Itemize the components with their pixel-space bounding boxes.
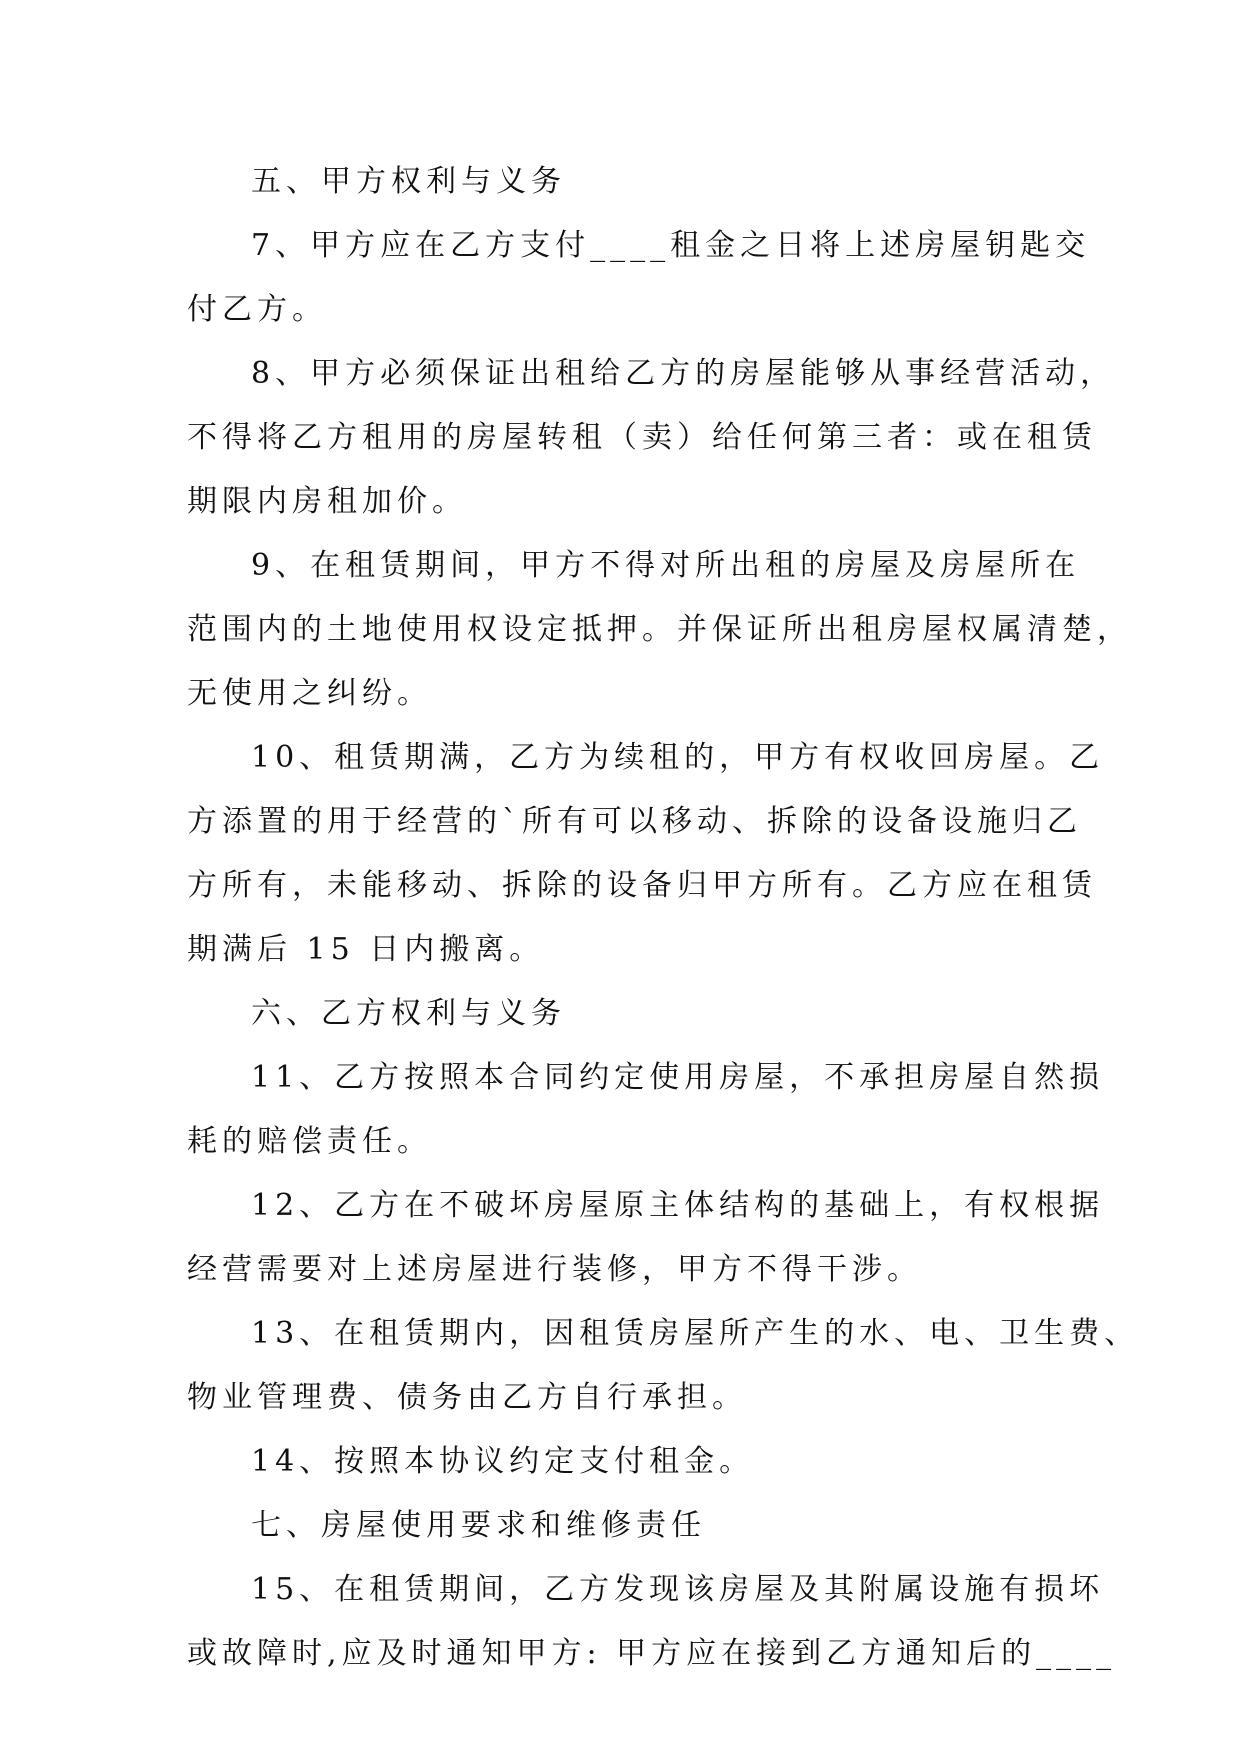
text-line: 付乙方。 <box>187 292 327 327</box>
clause-8 <box>187 342 1116 534</box>
section-heading-5 <box>187 150 1057 214</box>
clause-13 <box>187 1302 1140 1430</box>
text-line: 8、甲方必须保证出租给乙方的房屋能够从事经营活动， <box>251 356 1116 391</box>
text-line: 15、在租赁期间，乙方发现该房屋及其附属设施有损坏 <box>251 1572 1105 1607</box>
clause-11 <box>187 1046 1105 1174</box>
text-line: 六、乙方权利与义务 <box>251 996 566 1031</box>
text-line: 七、房屋使用要求和维修责任 <box>251 1508 706 1543</box>
text-line: 方添置的用于经营的`所有可以移动、拆除的设备设施归乙 <box>187 804 1082 839</box>
clause-12 <box>187 1174 1105 1302</box>
text-line: 13、在租赁期内，因租赁房屋所产生的水、电、卫生费、 <box>251 1316 1140 1351</box>
text-line: 期满后 15 日内搬离。 <box>187 932 545 967</box>
text-line: 或故障时,应及时通知甲方: 甲方应在接到乙方通知后的____ <box>187 1636 1117 1671</box>
text-line: 10、租赁期满，乙方为续租的，甲方有权收回房屋。乙 <box>251 740 1105 775</box>
text-line: 12、乙方在不破坏房屋原主体结构的基础上，有权根据 <box>251 1188 1105 1223</box>
section-heading-7 <box>187 1494 1057 1558</box>
text-line: 无使用之纠纷。 <box>187 676 432 711</box>
text-line: 五、甲方权利与义务 <box>251 164 566 199</box>
document-body <box>187 150 1140 1686</box>
text-line: 物业管理费、债务由乙方自行承担。 <box>187 1380 747 1415</box>
clause-7 <box>187 214 1091 342</box>
text-line: 经营需要对上述房屋进行装修，甲方不得干涉。 <box>187 1252 922 1287</box>
text-line: 范围内的土地使用权设定抵押。并保证所出租房屋权属清楚， <box>187 612 1132 647</box>
section-heading-6 <box>187 982 1057 1046</box>
text-line: 耗的赔偿责任。 <box>187 1124 432 1159</box>
clause-14 <box>187 1430 1057 1494</box>
text-line: 7、甲方应在乙方支付____租金之日将上述房屋钥匙交 <box>251 228 1091 263</box>
text-line: 14、按照本协议约定支付租金。 <box>251 1444 755 1479</box>
text-line: 方所有，未能移动、拆除的设备归甲方所有。乙方应在租赁 <box>187 868 1097 903</box>
text-line: 9、在租赁期间，甲方不得对所出租的房屋及房屋所在 <box>251 548 1081 583</box>
clause-15 <box>187 1558 1117 1686</box>
text-line: 期限内房租加价。 <box>187 484 467 519</box>
clause-9 <box>187 534 1132 726</box>
text-line: 11、乙方按照本合同约定使用房屋，不承担房屋自然损 <box>251 1060 1105 1095</box>
clause-10 <box>187 726 1105 982</box>
text-line: 不得将乙方租用的房屋转租（卖）给任何第三者：或在租赁 <box>187 420 1097 455</box>
